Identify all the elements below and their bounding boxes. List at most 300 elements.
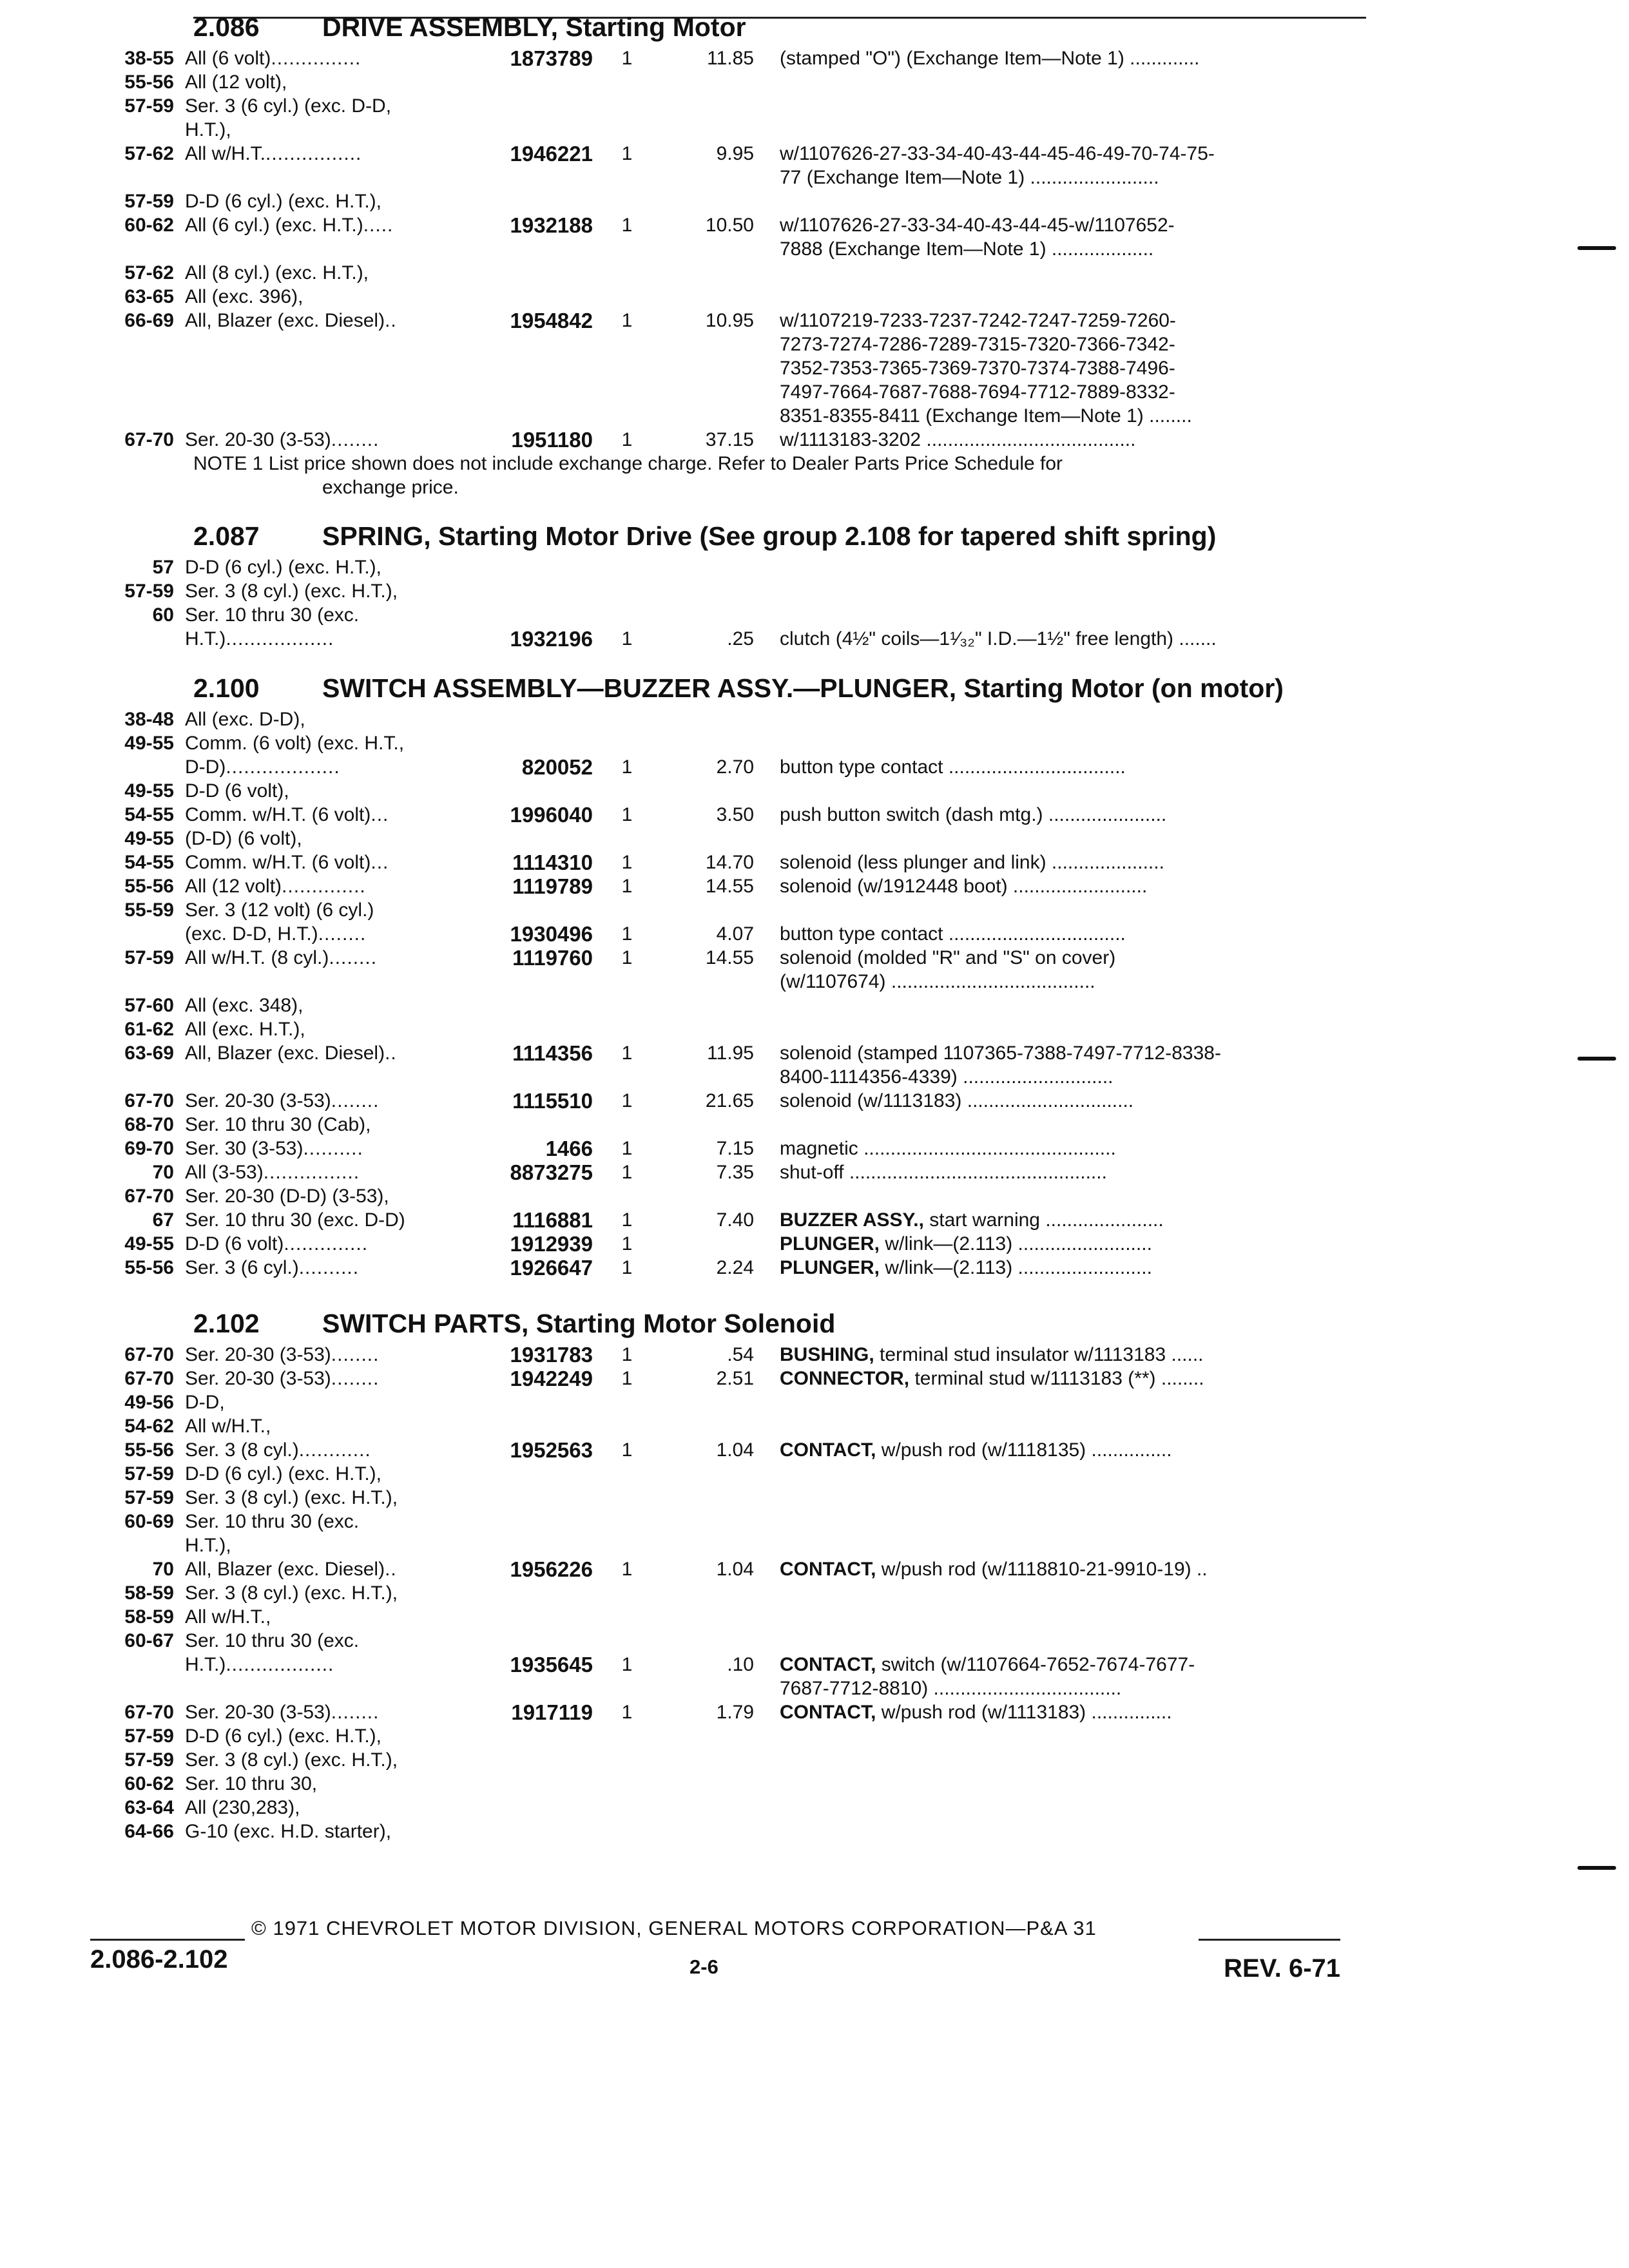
model-years: 69-70 [124,1138,174,1159]
model-years: 55-56 [124,876,174,897]
table-row [97,1343,1385,1367]
section-title: SPRING, Starting Motor Drive (See group 2.108 for tapered shift spring) [322,521,1217,551]
section-number: 2.102 [193,1309,260,1338]
description [780,850,1385,874]
application [185,1653,481,1677]
table-row [97,356,1385,380]
model-years: 63-69 [124,1043,174,1064]
application-text: Ser. 10 thru 30 (exc. [185,1511,360,1532]
table-row [97,1557,1385,1581]
list-price: 14.55 [705,947,754,968]
leader-dots: ............... [271,48,361,69]
quantity: 1 [621,947,633,968]
application [185,94,481,118]
model-years: 49-56 [124,1392,174,1413]
table-row [97,994,1385,1017]
description [780,1232,1385,1256]
application [185,189,481,213]
page-number: 2-6 [689,1956,718,1978]
application-text: All, Blazer (exc. Diesel) [185,310,385,331]
table-row [97,1820,1385,1843]
application [185,731,481,755]
model-years: 66-69 [124,310,174,331]
application [185,1208,481,1232]
application [185,627,481,651]
table-row [97,779,1385,803]
part-number: 1952563 [510,1438,593,1462]
quantity: 1 [621,756,633,778]
table-row [97,1796,1385,1820]
application [185,1343,481,1367]
application-text: D-D) [185,756,226,778]
part-number: 1912939 [510,1232,593,1256]
application-text: G-10 (exc. H.D. starter), [185,1821,392,1842]
footer-rule-right [1199,1939,1340,1941]
table-row [97,1629,1385,1653]
leader-dots: ........ [331,1368,380,1389]
description-text: solenoid (less plunger and link) ..................... [780,852,1164,873]
part-number: 1935645 [510,1653,593,1677]
table-row [97,1653,1385,1677]
application [185,779,481,803]
table-row [97,946,1385,970]
application [185,1160,481,1184]
application [185,1089,481,1113]
application-text: All w/H.T. [185,143,266,164]
model-years: 68-70 [124,1114,174,1135]
application [185,603,481,627]
application-text: All (8 cyl.) (exc. H.T.), [185,262,369,284]
table-row [97,898,1385,922]
application [185,1256,481,1280]
description [780,1700,1385,1724]
leader-dots: .. [385,1043,397,1064]
application [185,1137,481,1160]
description-text: 8400-1114356-4339) ............................ [780,1066,1113,1088]
quantity: 1 [621,1439,633,1461]
leader-dots: ..... [363,215,394,236]
model-years: 57-62 [124,262,174,284]
model-years: 57-59 [124,191,174,212]
description [780,1343,1385,1367]
table-row [97,603,1385,627]
application-text: All (exc. H.T.), [185,1019,305,1040]
part-number: 1951180 [511,428,593,452]
quantity: 1 [621,1209,633,1231]
application-text: Ser. 20-30 (3-53) [185,1090,331,1111]
application-text: Comm. w/H.T. (6 volt) [185,804,371,825]
application [185,70,481,94]
leader-dots: ............ [298,1439,371,1461]
application-text: Ser. 20-30 (3-53) [185,1702,331,1723]
model-years: 70 [152,1162,174,1183]
description [780,380,1385,404]
application [185,1724,481,1748]
table-row [97,922,1385,946]
page-footer [90,1917,1340,2001]
margin-mark [1577,1057,1616,1061]
model-years: 67-70 [124,429,174,450]
table-row [97,166,1385,189]
application-text: H.T.), [185,119,231,140]
description [780,332,1385,356]
model-years: 67-70 [124,1702,174,1723]
model-years: 57-59 [124,1487,174,1508]
application [185,874,481,898]
description-text: w/push rod (w/1118810-21-9910-19) .. [876,1559,1208,1580]
list-price: 21.65 [705,1090,754,1111]
leader-dots: ........ [329,947,378,968]
application [185,46,481,70]
application-text: Ser. 3 (8 cyl.) (exc. H.T.), [185,1749,398,1771]
description-text: button type contact ................................. [780,923,1126,945]
footnote-line-2: exchange price. [322,477,459,498]
table-row [97,1232,1385,1256]
table-row [97,827,1385,850]
application-text: D-D (6 cyl.) (exc. H.T.), [185,557,381,578]
parts-rows [97,1343,1385,1843]
description-text: shut-off ................................................ [780,1162,1107,1183]
application [185,898,481,922]
table-row [97,261,1385,285]
description [780,1089,1385,1113]
section-heading [97,12,1385,43]
model-years: 63-65 [124,286,174,307]
table-row [97,1486,1385,1510]
model-years: 67-70 [124,1344,174,1365]
model-years: 67-70 [124,1368,174,1389]
description [780,970,1385,994]
part-number: 1873789 [510,46,593,70]
application [185,1796,481,1820]
part-number: 8873275 [510,1160,593,1184]
table-row [97,1605,1385,1629]
description [780,428,1385,452]
section-number: 2.087 [193,521,260,551]
part-number: 1932188 [510,213,593,237]
description-text: w/1113183-3202 ....................................... [780,429,1136,450]
model-years: 54-55 [124,852,174,873]
footnote [97,452,1385,499]
description-text: solenoid (w/1113183) ............................... [780,1090,1134,1111]
quantity: 1 [621,215,633,236]
table-row [97,1748,1385,1772]
table-row [97,142,1385,166]
section-switch-parts [97,1308,1385,1843]
table-row [97,118,1385,142]
leader-dots: ................... [226,756,340,778]
table-row [97,970,1385,994]
model-years: 60-62 [124,1773,174,1794]
description [780,309,1385,332]
application-text: All (12 volt) [185,876,282,897]
section-title: SWITCH ASSEMBLY—BUZZER ASSY.—PLUNGER, Starting Motor (on motor) [322,673,1284,703]
table-row [97,627,1385,651]
list-price: .10 [727,1654,754,1675]
application [185,1462,481,1486]
description [780,1065,1385,1089]
table-row [97,1462,1385,1486]
application-text: Ser. 3 (6 cyl.) (exc. D-D, [185,95,392,117]
application-text: D-D (6 cyl.) (exc. H.T.), [185,191,381,212]
description [780,1557,1385,1581]
table-row [97,1256,1385,1280]
application [185,1581,481,1605]
description-text: switch (w/1107664-7652-7674-7677- [876,1654,1195,1675]
application [185,309,481,332]
list-price: 1.79 [716,1702,754,1723]
margin-mark [1577,1866,1616,1870]
application-text: (D-D) (6 volt), [185,828,302,849]
application [185,1629,481,1653]
application-text: Ser. 20-30 (D-D) (3-53), [185,1186,389,1207]
table-row [97,1184,1385,1208]
list-price: 37.15 [705,429,754,450]
table-row [97,1065,1385,1089]
application-text: Ser. 10 thru 30, [185,1773,318,1794]
table-row [97,1137,1385,1160]
description [780,1653,1385,1677]
application-text: D-D (6 volt), [185,780,289,802]
list-price: 2.24 [716,1257,754,1278]
application-text: Ser. 20-30 (3-53) [185,1368,331,1389]
part-number: 1930496 [510,922,593,946]
application-text: All (12 volt), [185,72,287,93]
application-text: Ser. 10 thru 30 (exc. D-D) [185,1209,405,1231]
list-price: .25 [727,628,754,649]
quantity: 1 [621,48,633,69]
leader-dots: .......... [303,1138,363,1159]
model-years: 64-66 [124,1821,174,1842]
table-row [97,428,1385,452]
part-number: 1119760 [512,946,593,970]
table-row [97,1160,1385,1184]
table-row [97,404,1385,428]
application [185,213,481,237]
list-price: 11.85 [707,48,754,69]
table-row [97,1089,1385,1113]
application-text: All w/H.T., [185,1416,271,1437]
part-number: 1116881 [512,1208,593,1232]
description-part-name: CONTACT, [780,1654,876,1675]
model-years: 57-59 [124,581,174,602]
application-text: Ser. 20-30 (3-53) [185,429,331,450]
application-text: H.T.) [185,1654,226,1675]
leader-dots: .. [385,310,397,331]
description [780,1438,1385,1462]
model-years: 55-56 [124,1439,174,1461]
description-text: w/link—(2.113) ......................... [880,1233,1152,1254]
quantity: 1 [621,143,633,164]
description-text: w/link—(2.113) ......................... [880,1257,1152,1278]
description [780,1041,1385,1065]
application-text: All (6 cyl.) (exc. H.T.) [185,215,363,236]
model-years: 49-55 [124,733,174,754]
application-text: Comm. w/H.T. (6 volt) [185,852,371,873]
model-years: 55-59 [124,899,174,921]
model-years: 58-59 [124,1606,174,1628]
description-part-name: BUSHING, [780,1344,874,1365]
application [185,1820,481,1843]
section-spring [97,521,1385,651]
model-years: 54-55 [124,804,174,825]
model-years: 57-60 [124,995,174,1016]
model-years: 57-59 [124,1463,174,1485]
application [185,827,481,850]
leader-dots: .............. [284,1233,369,1254]
part-number: 1119789 [512,874,593,898]
application [185,1486,481,1510]
model-years: 70 [152,1559,174,1580]
leader-dots: .................. [226,1654,334,1675]
leader-dots: ........ [331,1344,380,1365]
quantity: 1 [621,1138,633,1159]
list-price: 11.95 [707,1043,754,1064]
application [185,1557,481,1581]
table-row [97,755,1385,779]
description-part-name: CONNECTOR, [780,1368,910,1389]
description [780,46,1385,70]
table-row [97,332,1385,356]
table-row [97,707,1385,731]
description-part-name: CONTACT, [780,1559,876,1580]
application [185,1533,481,1557]
table-row [97,189,1385,213]
leader-dots: .............. [282,876,366,897]
description-text: button type contact ................................. [780,756,1126,778]
model-years: 57-59 [124,1725,174,1747]
model-years: 57-59 [124,95,174,117]
model-years: 63-64 [124,1797,174,1818]
part-number: 1114356 [512,1041,593,1065]
application [185,1438,481,1462]
description-text: w/push rod (w/1118135) ............... [876,1439,1172,1461]
application-text: Ser. 10 thru 30 (Cab), [185,1114,371,1135]
table-row [97,1438,1385,1462]
application [185,922,481,946]
part-number: 1932196 [510,627,593,651]
table-row [97,70,1385,94]
application [185,803,481,827]
table-row [97,380,1385,404]
quantity: 1 [621,628,633,649]
leader-dots: .. [385,1559,397,1580]
group-range: 2.086-2.102 [90,1945,228,1974]
table-row [97,94,1385,118]
application-text: D-D (6 cyl.) (exc. H.T.), [185,1725,381,1747]
model-years: 38-55 [124,48,174,69]
part-number: 820052 [521,755,593,779]
model-years: 38-48 [124,709,174,730]
description [780,404,1385,428]
table-row [97,1017,1385,1041]
application-text: D-D (6 cyl.) (exc. H.T.), [185,1463,381,1485]
part-number: 1926647 [510,1256,593,1280]
quantity: 1 [621,876,633,897]
footnote-line-1: NOTE 1 List price shown does not include exchange charge. Refer to Dealer Parts Price Schedule for [193,453,1063,474]
description-text: 7687-7712-8810) ................................... [780,1678,1122,1699]
application [185,1510,481,1533]
description [780,922,1385,946]
application-text: All (exc. D-D), [185,709,305,730]
description-text: solenoid (w/1912448 boot) ......................... [780,876,1148,897]
table-row [97,1510,1385,1533]
section-number: 2.100 [193,673,260,703]
leader-dots: .................. [226,628,334,649]
application-text: All, Blazer (exc. Diesel) [185,1043,385,1064]
section-number: 2.086 [193,12,260,42]
description [780,946,1385,970]
application-text: D-D (6 volt) [185,1233,284,1254]
application [185,1748,481,1772]
margin-mark [1577,246,1616,250]
description [780,1677,1385,1700]
application [185,118,481,142]
application-text: Ser. 3 (12 volt) (6 cyl.) [185,899,374,921]
description-text: 77 (Exchange Item—Note 1) ........................ [780,167,1159,188]
model-years: 60 [152,604,174,626]
description [780,1208,1385,1232]
description-text: 7888 (Exchange Item—Note 1) ................... [780,238,1154,260]
table-row [97,309,1385,332]
application-text: Ser. 3 (8 cyl.) [185,1439,299,1461]
application-text: Ser. 10 thru 30 (exc. [185,604,360,626]
quantity: 1 [621,1559,633,1580]
list-price: 7.35 [716,1162,754,1183]
list-price: 2.70 [716,756,754,778]
model-years: 60-62 [124,215,174,236]
table-row [97,1367,1385,1390]
description [780,1160,1385,1184]
description-text: solenoid (stamped 1107365-7388-7497-7712-8338- [780,1043,1221,1064]
section-title: SWITCH PARTS, Starting Motor Solenoid [322,1309,836,1338]
application-text: Ser. 30 (3-53) [185,1138,304,1159]
model-years: 57-59 [124,1749,174,1771]
application-text: H.T.), [185,1535,231,1556]
section-switch-assembly [97,673,1385,1280]
model-years: 57-59 [124,947,174,968]
model-years: 54-62 [124,1416,174,1437]
description [780,142,1385,166]
description-text: 8351-8355-8411 (Exchange Item—Note 1) ........ [780,405,1192,427]
application-text: All (exc. 348), [185,995,304,1016]
leader-dots: ... [371,804,389,825]
list-price: 4.07 [716,923,754,945]
part-number: 1115510 [512,1089,593,1113]
model-years: 67 [152,1209,174,1231]
table-row [97,1208,1385,1232]
table-row [97,874,1385,898]
description-text: magnetic ............................................... [780,1138,1116,1159]
application [185,1041,481,1065]
parts-rows [97,46,1385,452]
table-row [97,1724,1385,1748]
list-price: 10.50 [705,215,754,236]
model-years: 55-56 [124,72,174,93]
application [185,285,481,309]
description-text: solenoid (molded "R" and "S" on cover) [780,947,1116,968]
application-text: (exc. D-D, H.T.) [185,923,318,945]
part-number: 1917119 [511,1700,593,1724]
application-text: Ser. 3 (8 cyl.) (exc. H.T.), [185,1487,398,1508]
model-years: 61-62 [124,1019,174,1040]
quantity: 1 [621,1162,633,1183]
description-part-name: PLUNGER, [780,1233,880,1254]
quantity: 1 [621,310,633,331]
application-text: Ser. 20-30 (3-53) [185,1344,331,1365]
application [185,1700,481,1724]
section-heading [97,521,1385,552]
